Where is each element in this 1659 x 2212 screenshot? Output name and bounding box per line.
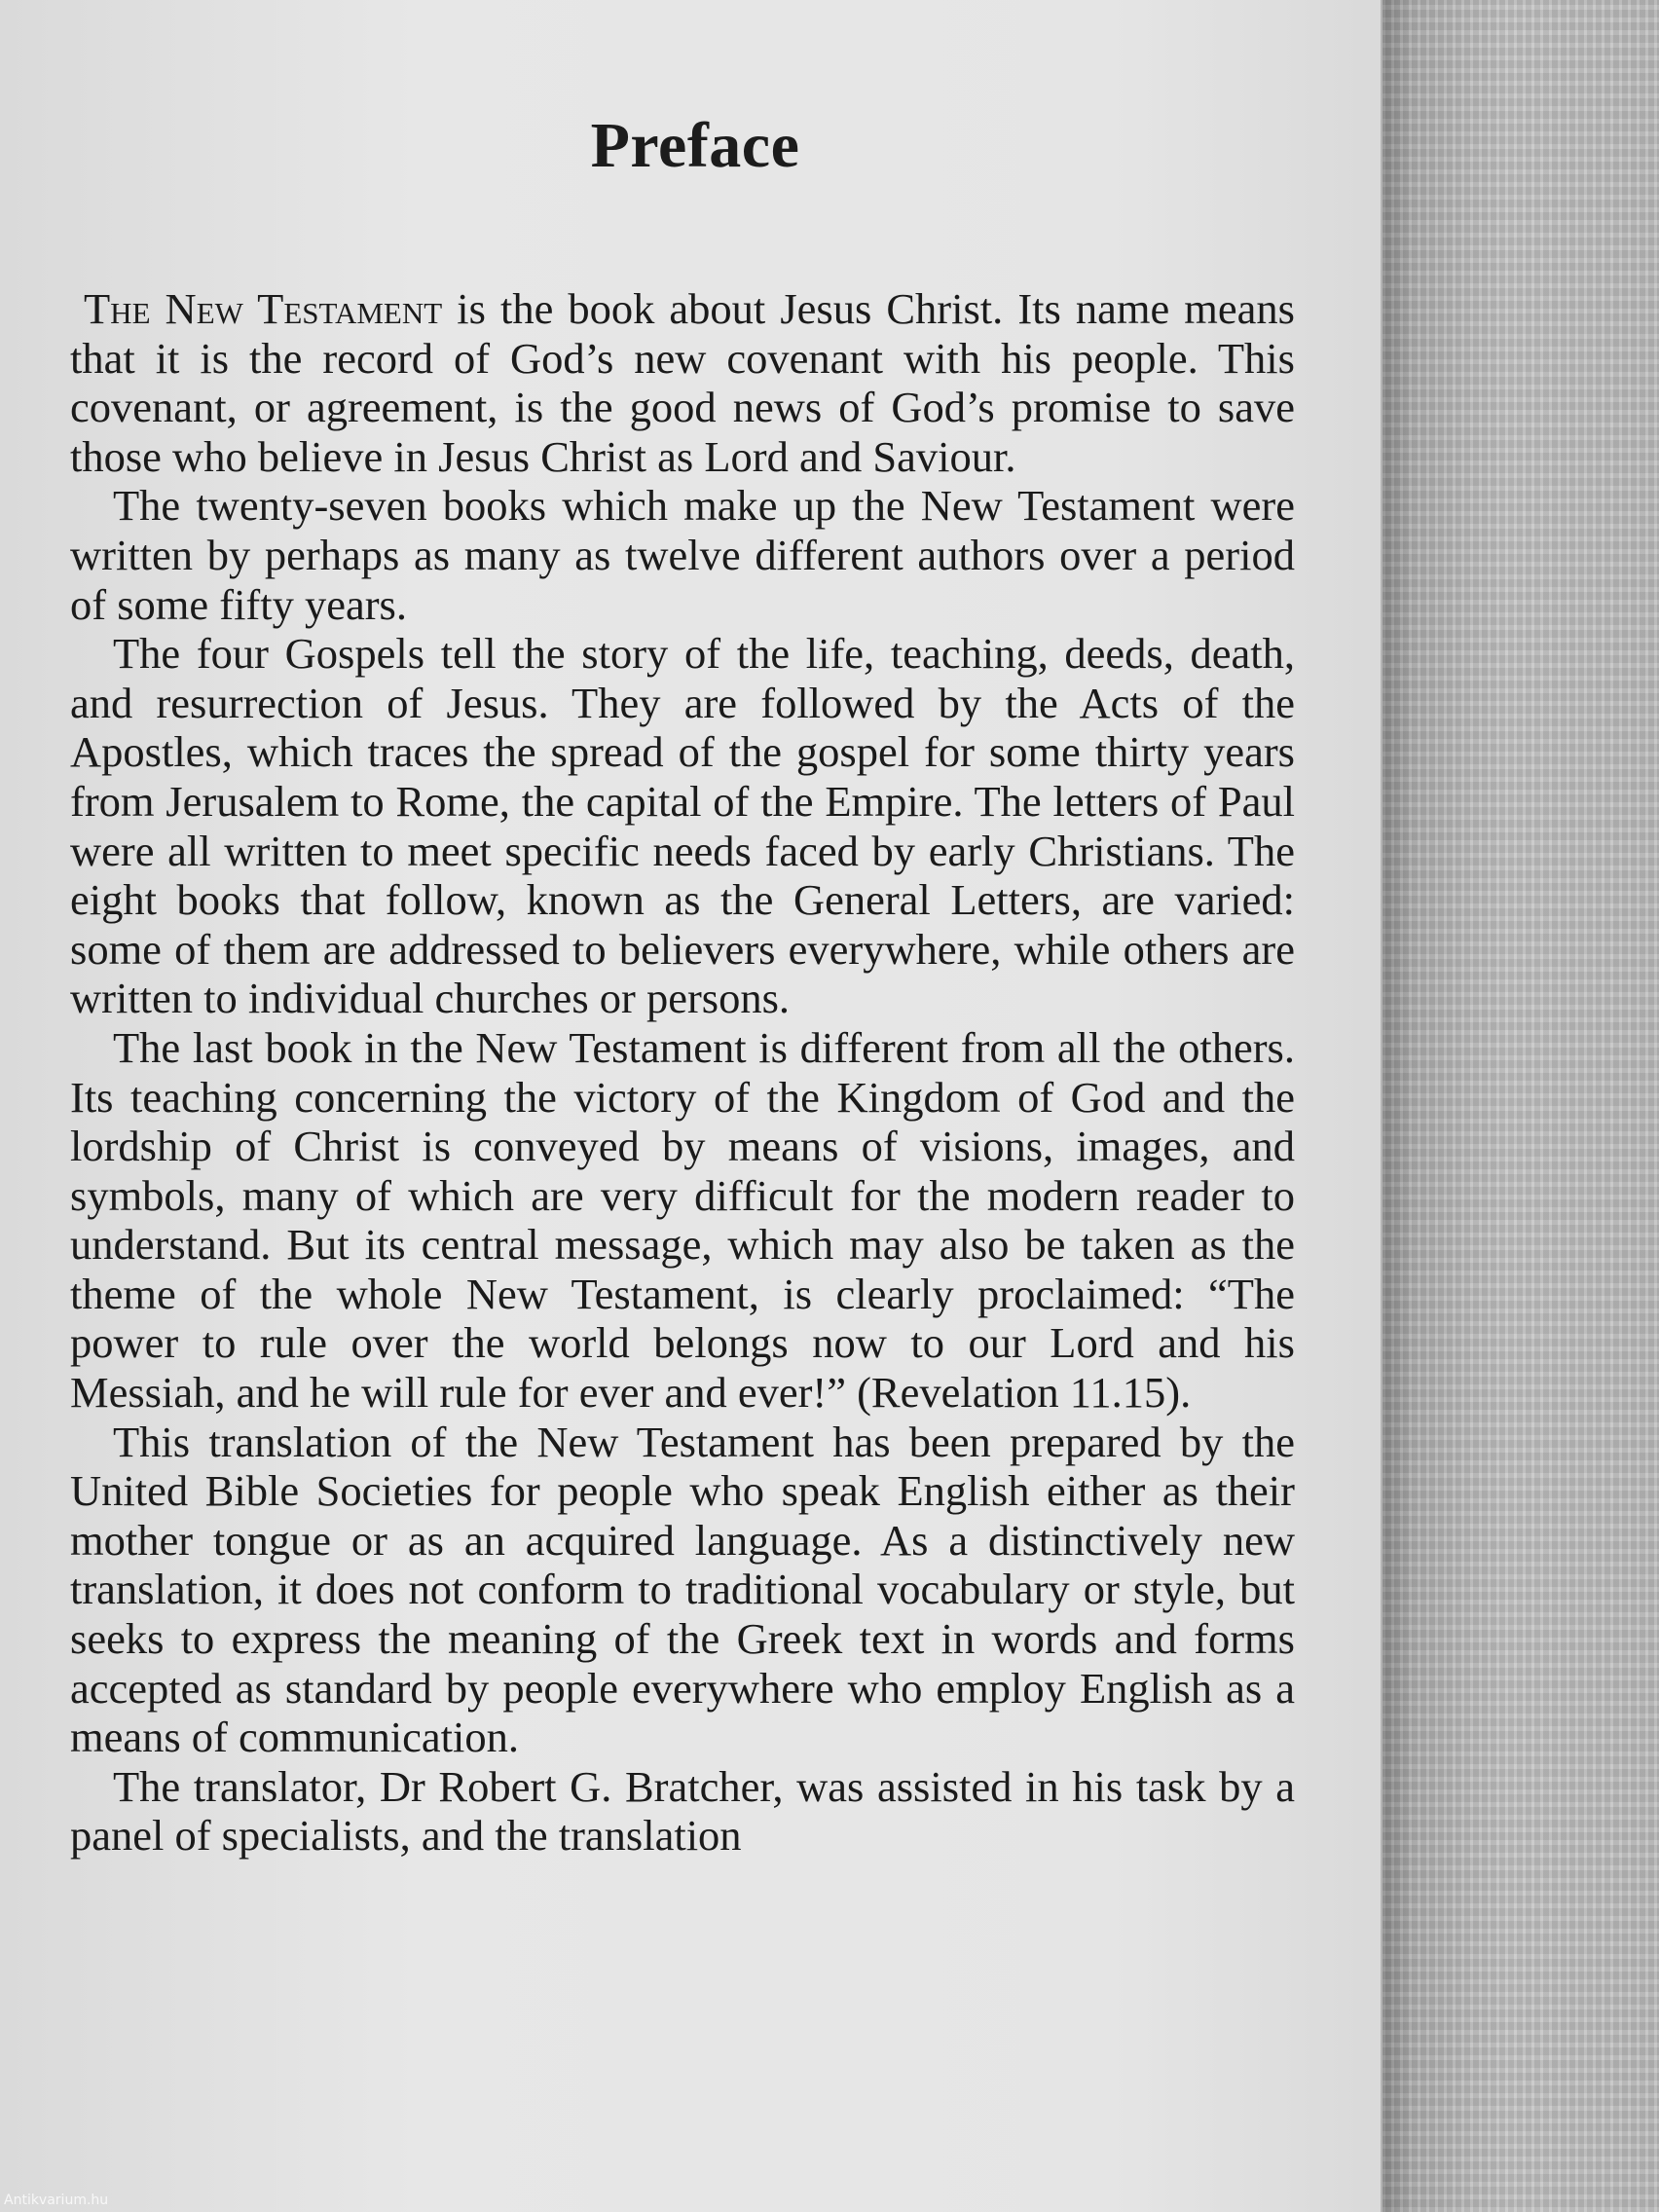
page-edge-shadow [1381, 0, 1414, 2212]
page-title: Preface [590, 110, 800, 181]
preface-body [70, 284, 1295, 1861]
paragraph-4: The last book in the New Testament is different from all the others. Its teaching concerning the victory of the Kingdom of God and the lordship of Christ is conveyed by means of visions, images, and symbols, many of which are very difficult for the modern reader to understand. But its central message, which may also be taken as the theme of the whole New Testament, is clearly proclaimed: “The power to rule over the world belongs now to our Lord and his Messiah, and he will rule for ever and ever!” (Revelation 11.15). [70, 1022, 1295, 1418]
paragraph-2: The twenty-seven books which make up the New Testament were written by perhaps as many as twelve different authors over a period of some fifty years. [70, 481, 1295, 629]
paragraph-1-text: is the book about Jesus Christ. Its name means that it is the record of God’s new covenant with his people. This covenant, or agreement, is the good news of God’s promise to save those who believe in Jesus Christ as Lord and Saviour. [70, 284, 1295, 481]
paragraph-1 [70, 284, 1295, 481]
background-fabric [1382, 0, 1659, 2212]
paragraph-5: This translation of the New Testament has been prepared by the United Bible Societies for people who speak English either as their mother tongue or as an acquired language. As a distinctively new translation, it does not conform to traditional vocabulary or style, but seeks to express the meaning of the Greek text in words and forms accepted as standard by people everywhere who employ English as a means of communication. [70, 1417, 1295, 1762]
watermark: Antikvarium.hu [4, 2193, 109, 2208]
paragraph-6: The translator, Dr Robert G. Bratcher, was assisted in his task by a panel of specialists, and the translation [70, 1761, 1295, 1861]
opening-small-caps: The New Testament [84, 284, 443, 333]
paragraph-3: The four Gospels tell the story of the life, teaching, deeds, death, and resurrection of Jesus. They are followed by the Acts of the Apostles, which traces the spread of the gospel for some thirty years from Jerusalem to Rome, the capital of the Empire. The letters of Paul were all written to meet specific needs faced by early Christians. The eight books that follow, known as the General Letters, are varied: some of them are addressed to believers everywhere, while others are written to individual churches or persons. [70, 629, 1295, 1023]
